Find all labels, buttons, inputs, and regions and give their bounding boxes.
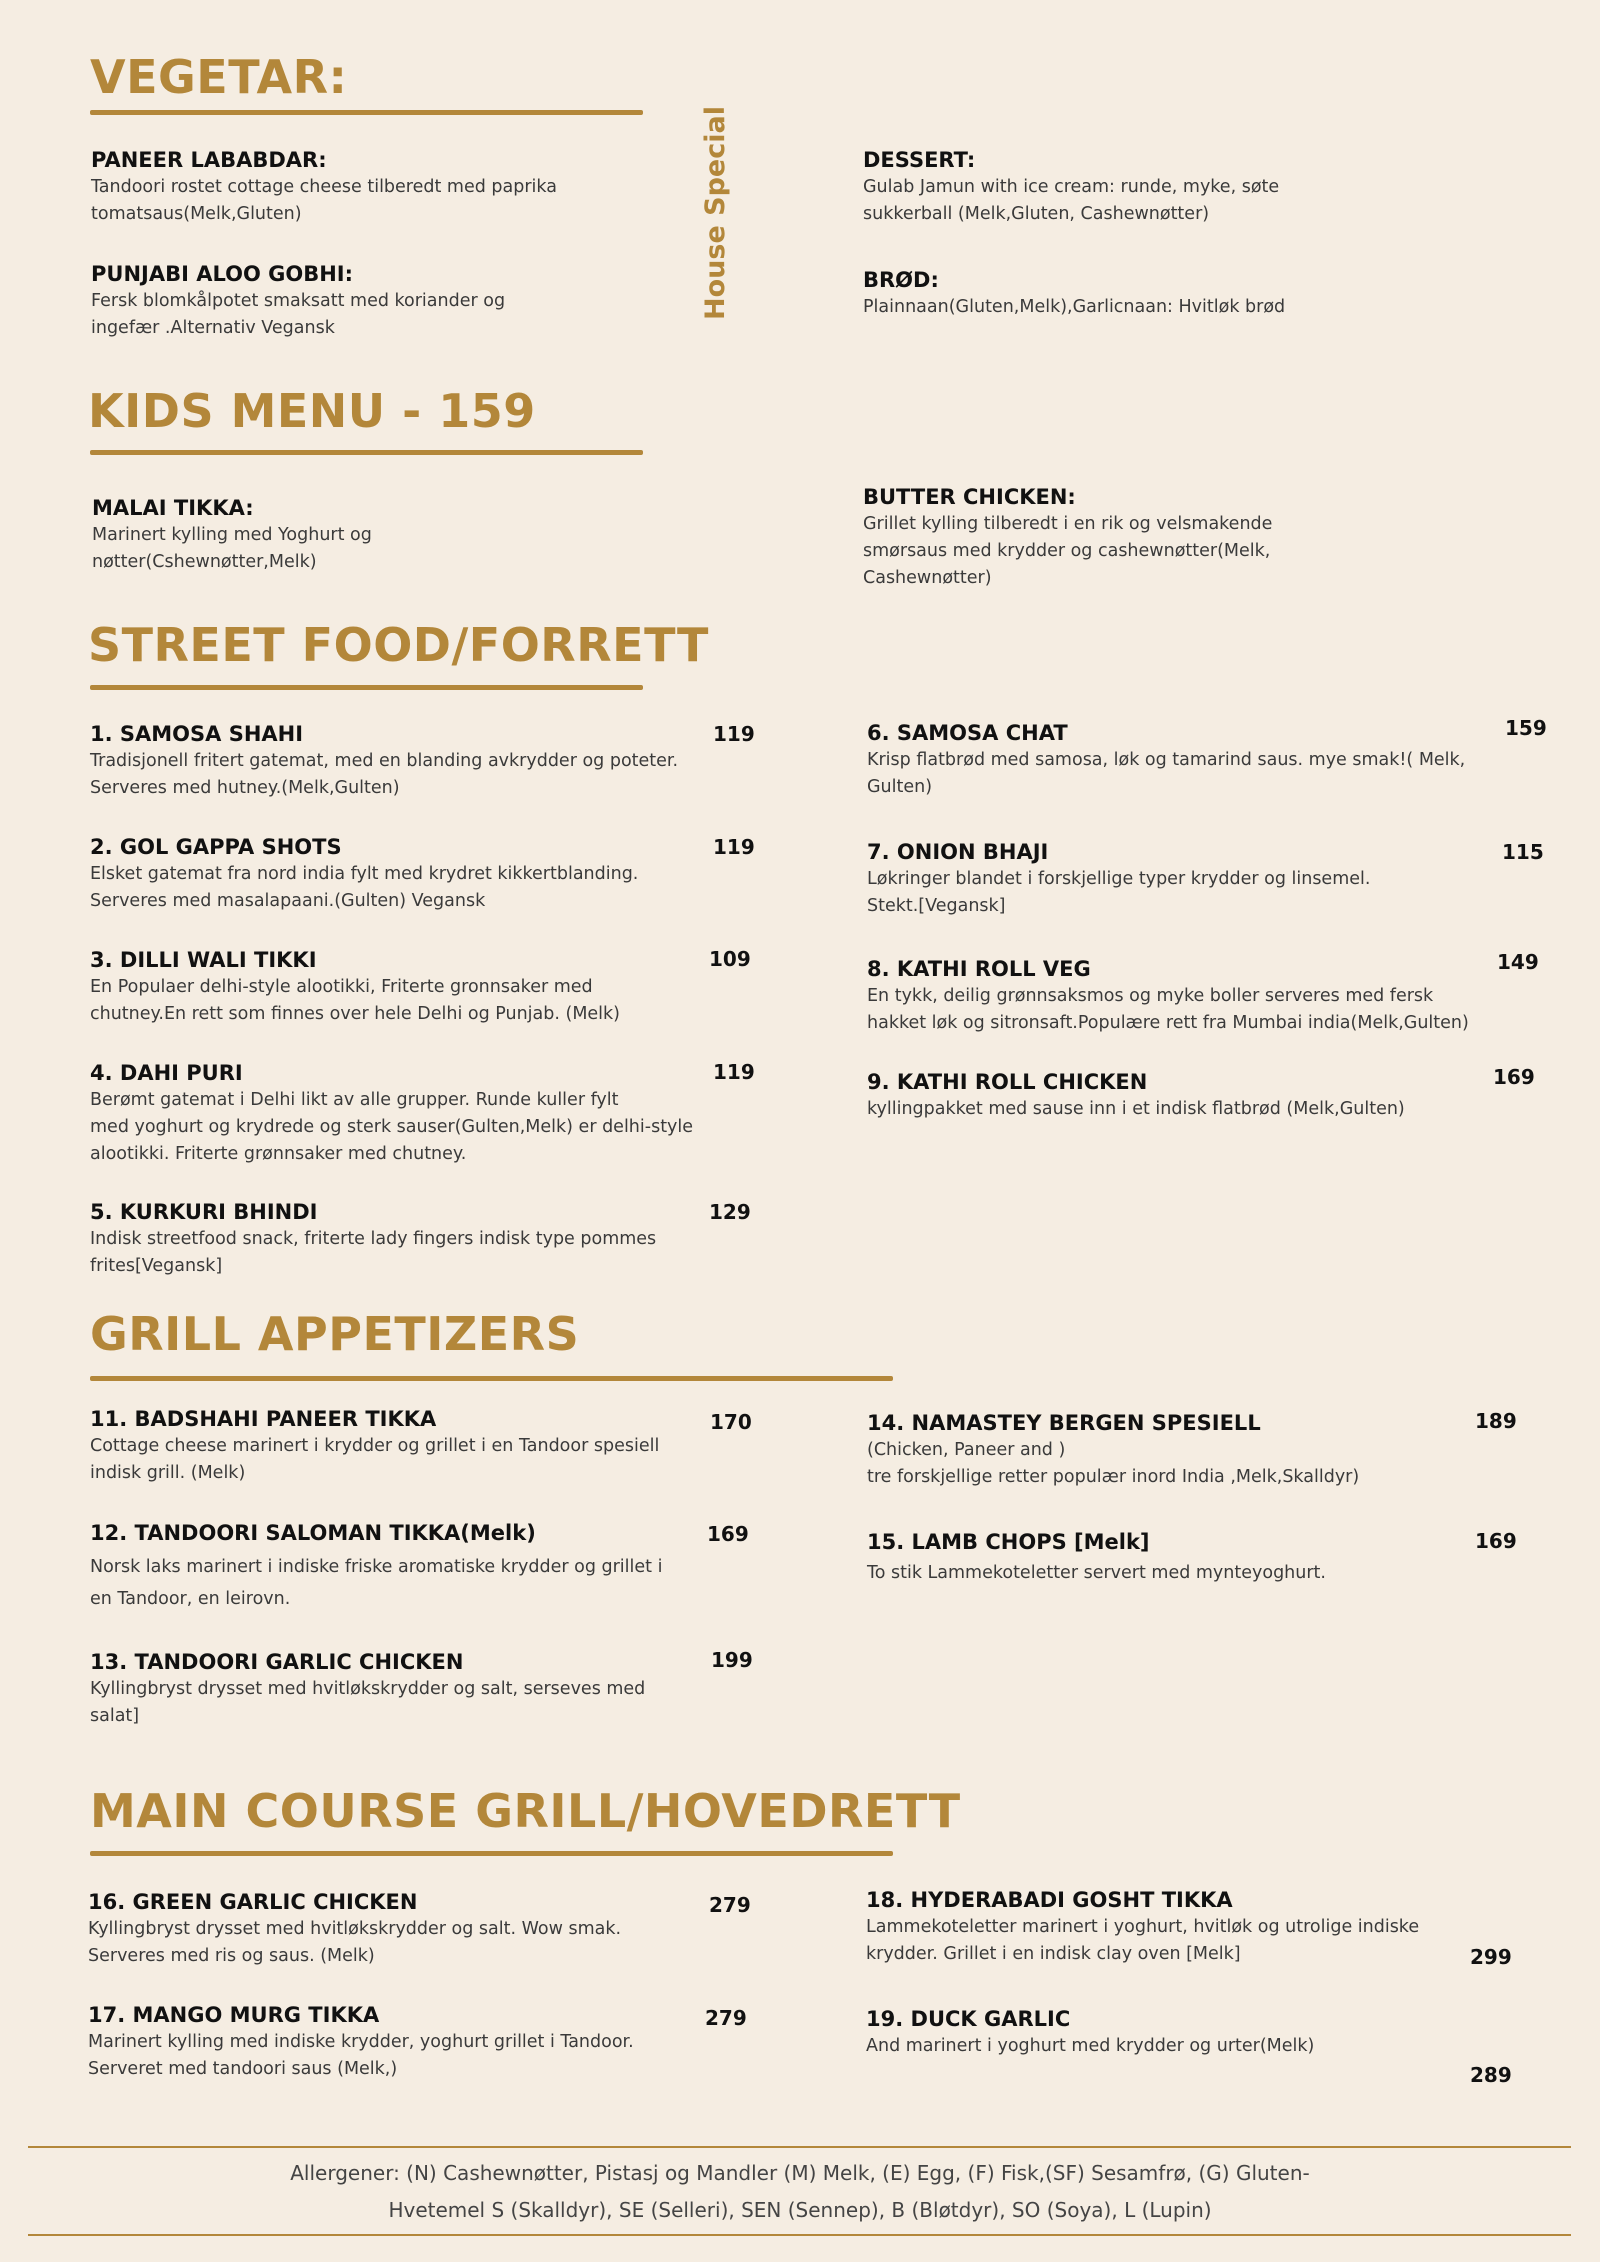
item-description: Fersk blomkålpotet smaksatt med koriander og ingefær .Alternativ Vegansk (91, 291, 506, 338)
item-description: Krisp flatbrød med samosa, løk og tamarind saus. mye smak!( Melk, Gulten) (867, 750, 1466, 797)
menu-item (90, 720, 710, 802)
section-title-grill-appetizers: GRILL APPETIZERS (90, 1307, 580, 1361)
item-description: Elsket gatemat fra nord india fylt med krydret kikkertblanding. Serveres med masalapaani.(Gulten) Vegansk (90, 864, 639, 911)
item-name: 16. GREEN GARLIC CHICKEN (88, 1890, 418, 1914)
footer-divider-top (28, 2146, 1571, 2148)
menu-item (91, 146, 651, 228)
item-description: kyllingpakket med sause inn i et indisk flatbrød (Melk,Gulten) (867, 1099, 1405, 1119)
menu-item (863, 483, 1423, 592)
item-price: 289 (1470, 2063, 1512, 2087)
item-description: Løkringer blandet i forskjellige typer krydder og linsemel. Stekt.[Vegansk] (867, 869, 1371, 916)
item-name: 13. TANDOORI GARLIC CHICKEN (90, 1650, 464, 1674)
item-price: 169 (1493, 1065, 1535, 1089)
menu-item (863, 146, 1423, 228)
menu-item (90, 946, 710, 1028)
item-name: 14. NAMASTEY BERGEN SPESIELL (867, 1411, 1261, 1435)
section-divider (90, 1851, 893, 1856)
section-title-street-food: STREET FOOD/FORRETT (88, 618, 709, 672)
section-title-kids-menu: KIDS MENU - 159 (88, 384, 536, 438)
item-name: PANEER LABABDAR: (91, 148, 327, 172)
item-description: En tykk, deilig grønnsaksmos og myke boller serveres med fersk hakket løk og sitronsaft.Populære rett fra Mumbai india(Melk,Gulten) (867, 986, 1469, 1033)
item-price: 109 (709, 947, 751, 971)
menu-item (866, 2005, 1486, 2060)
menu-item (90, 1405, 710, 1487)
item-description: Lammekoteletter marinert i yoghurt, hvitløk og utrolige indiske krydder. Grillet i en indisk clay oven [Melk] (866, 1917, 1420, 1964)
menu-item (92, 494, 652, 576)
item-name: 3. DILLI WALI TIKKI (90, 948, 317, 972)
allergen-line: Allergener: (N) Cashewnøtter, Pistasj og Mandler (M) Melk, (E) Egg, (F) Fisk,(SF) Sesamfrø, (G) Gluten- (290, 2161, 1310, 2185)
menu-item (867, 719, 1497, 801)
item-description: Cottage cheese marinert i krydder og grillet i en Tandoor spesiell indisk grill. (Melk) (90, 1436, 660, 1483)
house-special-label: House Special (700, 106, 731, 320)
menu-item (867, 1409, 1497, 1491)
item-price: 169 (1475, 1529, 1517, 1553)
item-price: 169 (707, 1522, 749, 1546)
menu-item (863, 266, 1423, 321)
menu-item (867, 838, 1497, 920)
item-price: 119 (713, 835, 755, 859)
item-name: 18. HYDERABADI GOSHT TIKKA (866, 1888, 1233, 1912)
item-description: To stik Lammekoteletter servert med mynteyoghurt. (867, 1563, 1326, 1583)
item-price: 115 (1502, 840, 1544, 864)
item-price: 170 (710, 1410, 752, 1434)
item-name: MALAI TIKKA: (92, 496, 254, 520)
section-title-main-course: MAIN COURSE GRILL/HOVEDRETT (90, 1784, 961, 1838)
item-description: Plainnaan(Gluten,Melk),Garlicnaan: Hvitløk brød (863, 297, 1286, 317)
item-price: 279 (705, 2006, 747, 2030)
menu-item (866, 1886, 1486, 1968)
menu-item (867, 955, 1497, 1037)
item-price: 199 (711, 1648, 753, 1672)
item-description: And marinert i yoghurt med krydder og urter(Melk) (866, 2036, 1315, 2056)
item-price: 119 (713, 722, 755, 746)
item-price: 149 (1497, 950, 1539, 974)
section-divider (90, 1376, 893, 1381)
menu-item (90, 833, 710, 915)
item-description: Kyllingbryst drysset med hvitløkskrydder og salt, serseves med salat] (90, 1679, 646, 1726)
item-description: Kyllingbryst drysset med hvitløkskrydder og salt. Wow smak. Serveres med ris og saus. (Melk) (88, 1919, 622, 1966)
section-divider (90, 110, 643, 115)
item-description: Marinert kylling med indiske krydder, yoghurt grillet i Tandoor. Serveret med tandoori saus (Melk,) (88, 2032, 634, 2079)
item-description: Berømt gatemat i Delhi likt av alle grupper. Runde kuller fylt med yoghurt og krydrede og sterk sauser(Gulten,Melk) er delhi-style alootikki. Friterte grønnsaker med chutney. (90, 1090, 694, 1164)
section-divider (90, 450, 643, 455)
item-description: Tradisjonell fritert gatemat, med en blanding avkrydder og poteter. Serveres med hutney.(Melk,Gulten) (90, 751, 679, 798)
menu-item (91, 260, 651, 342)
item-name: 5. KURKURI BHINDI (90, 1200, 318, 1224)
menu-item (90, 1198, 710, 1280)
item-description: Tandoori rostet cottage cheese tilberedt med paprika tomatsaus(Melk,Gluten) (91, 177, 557, 224)
item-description: Grillet kylling tilberedt i en rik og velsmakende smørsaus med krydder og cashewnøtter(Melk, Cashewnøtter) (863, 514, 1273, 588)
item-name: 8. KATHI ROLL VEG (867, 957, 1091, 981)
item-description: Indisk streetfood snack, friterte lady fingers indisk type pommes frites[Vegansk] (90, 1229, 657, 1276)
menu-item (90, 1059, 710, 1168)
allergen-info (100, 2155, 1500, 2229)
item-description: Marinert kylling med Yoghurt og nøtter(Cshewnøtter,Melk) (92, 525, 372, 572)
item-name: 17. MANGO MURG TIKKA (88, 2003, 380, 2027)
item-price: 159 (1505, 716, 1547, 740)
item-name: 1. SAMOSA SHAHI (90, 722, 304, 746)
allergen-line: Hvetemel S (Skalldyr), SE (Selleri), SEN (Sennep), B (Bløtdyr), SO (Soya), L (Lupin) (388, 2198, 1212, 2222)
item-description: En Populaer delhi-style alootikki, Friterte gronnsaker med chutney.En rett som finnes over hele Delhi og Punjab. (Melk) (90, 977, 621, 1024)
item-name: 12. TANDOORI SALOMAN TIKKA(Melk) (90, 1521, 536, 1545)
section-title-vegetar: VEGETAR: (90, 50, 348, 104)
menu-item (867, 1068, 1497, 1123)
menu-item (90, 1519, 710, 1615)
item-name: BUTTER CHICKEN: (863, 485, 1076, 509)
menu-item (88, 1888, 708, 1970)
item-name: 2. GOL GAPPA SHOTS (90, 835, 342, 859)
item-price: 189 (1475, 1409, 1517, 1433)
item-price: 279 (709, 1893, 751, 1917)
item-name: 4. DAHI PURI (90, 1061, 243, 1085)
item-name: 7. ONION BHAJI (867, 840, 1049, 864)
item-name: BRØD: (863, 268, 939, 292)
item-name: PUNJABI ALOO GOBHI: (91, 262, 353, 286)
menu-item (867, 1528, 1497, 1587)
item-price: 299 (1470, 1945, 1512, 1969)
item-name: 15. LAMB CHOPS [Melk] (867, 1530, 1150, 1554)
item-price: 119 (713, 1060, 755, 1084)
item-name: 6. SAMOSA CHAT (867, 721, 1068, 745)
item-name: 19. DUCK GARLIC (866, 2007, 1071, 2031)
item-name: 11. BADSHAHI PANEER TIKKA (90, 1407, 437, 1431)
item-name: DESSERT: (863, 148, 976, 172)
item-name: 9. KATHI ROLL CHICKEN (867, 1070, 1148, 1094)
item-description: Gulab Jamun with ice cream: runde, myke, søte sukkerball (Melk,Gluten, Cashewnøtter) (863, 177, 1280, 224)
menu-item (90, 1648, 710, 1730)
menu-item (88, 2001, 708, 2083)
item-price: 129 (709, 1200, 751, 1224)
footer-divider-bottom (28, 2234, 1571, 2236)
item-description: Norsk laks marinert i indiske friske aromatiske krydder og grillet i en Tandoor, en leirovn. (90, 1557, 663, 1609)
section-divider (90, 685, 643, 690)
item-description: (Chicken, Paneer and ) tre forskjellige retter populær inord India ,Melk,Skalldyr) (867, 1440, 1360, 1487)
